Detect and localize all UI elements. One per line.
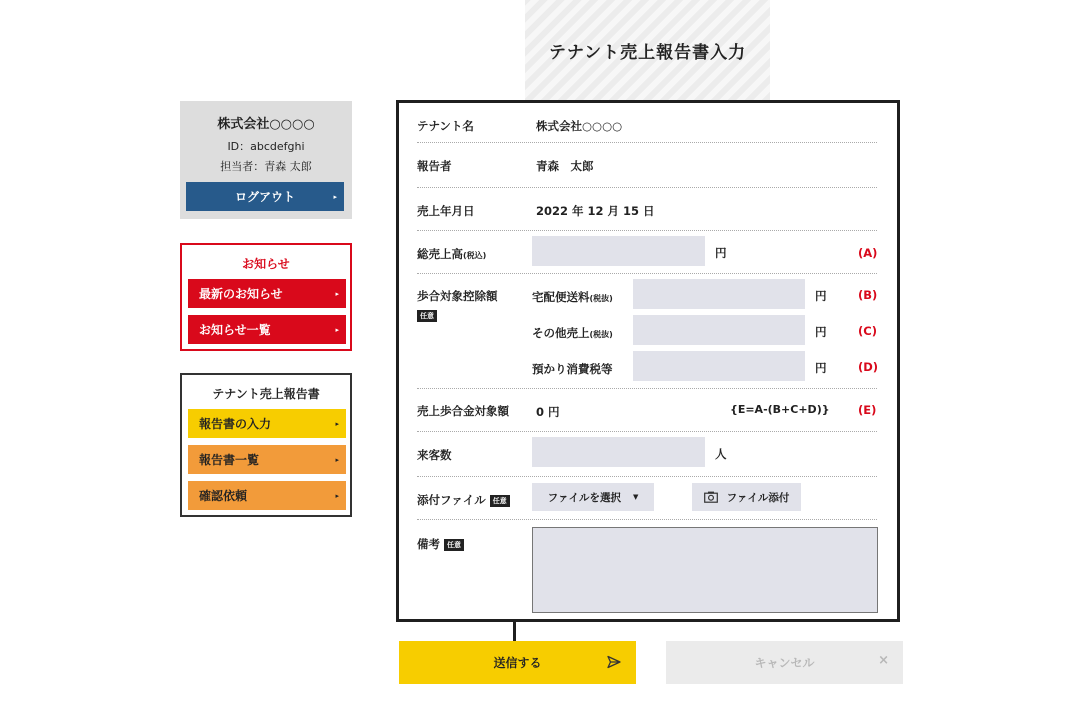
report-form	[396, 100, 900, 622]
camera-icon	[704, 491, 718, 503]
shipping-fee-input[interactable]	[633, 279, 805, 309]
logout-button[interactable]	[186, 182, 344, 211]
submit-button[interactable]	[399, 641, 636, 684]
user-company: 株式会社○○○○	[217, 117, 315, 132]
user-person: 担当者：青森 太郎	[220, 160, 312, 173]
divider	[417, 187, 877, 188]
consumption-tax-unit: 円	[815, 361, 827, 375]
tax-excluded-note: (税抜)	[589, 294, 613, 303]
total-sales-unit: 円	[715, 246, 727, 260]
visitors-label: 来客数	[417, 448, 452, 462]
arrow-right-icon: ▸	[335, 455, 339, 464]
tax-excluded-note: (税抜)	[589, 330, 613, 339]
report-list-label: 報告書一覧	[199, 453, 260, 467]
shipping-fee-label	[532, 289, 613, 305]
submit-label: 送信する	[493, 656, 542, 670]
close-icon: ×	[878, 653, 889, 668]
deduction-label: 歩合対象控除額	[417, 289, 498, 303]
file-attach-button[interactable]	[692, 483, 801, 511]
divider	[417, 388, 877, 389]
connector-line	[513, 622, 516, 641]
confirm-request-label: 確認依頼	[199, 489, 248, 503]
tenant-value: 株式会社○○○○	[536, 119, 623, 133]
commission-label: 売上歩合金対象額	[417, 404, 509, 418]
code-b: (B)	[858, 288, 878, 302]
divider	[417, 431, 877, 432]
divider	[417, 142, 877, 143]
other-sales-label-text: その他売上	[532, 326, 590, 340]
file-select-dropdown[interactable]	[532, 483, 654, 511]
report-menu-heading: テナント売上報告書	[212, 387, 320, 401]
report-input-button[interactable]	[188, 409, 346, 438]
divider	[417, 519, 877, 520]
cancel-button[interactable]	[666, 641, 903, 684]
arrow-right-icon: ▸	[335, 491, 339, 500]
notice-heading: お知らせ	[242, 257, 290, 271]
logout-label: ログアウト	[234, 190, 295, 204]
commission-formula: {E=A-(B+C+D)}	[730, 403, 830, 416]
total-sales-label	[417, 246, 486, 262]
report-input-label: 報告書の入力	[199, 417, 272, 431]
file-attach-label: ファイル添付	[726, 491, 790, 504]
remarks-label-text: 備考	[417, 537, 440, 551]
other-sales-label	[532, 325, 613, 341]
reporter-label: 報告者	[417, 159, 452, 173]
arrow-right-icon: ▸	[335, 419, 339, 428]
caret-down-icon: ▼	[632, 493, 639, 501]
total-sales-label-text: 総売上高	[417, 247, 463, 261]
consumption-tax-label: 預かり消費税等	[532, 362, 613, 376]
visitors-unit: 人	[715, 447, 727, 461]
arrow-right-icon: ▸	[335, 289, 339, 298]
latest-notice-label: 最新のお知らせ	[199, 287, 283, 301]
tax-included-note: (税込)	[463, 251, 487, 260]
divider	[417, 476, 877, 477]
attachment-label	[417, 492, 510, 508]
tenant-label: テナント名	[417, 119, 474, 133]
file-select-label: ファイルを選択	[547, 491, 621, 504]
other-sales-input[interactable]	[633, 315, 805, 345]
deduction-optional-tag	[417, 308, 437, 322]
total-sales-input[interactable]	[532, 236, 705, 266]
arrow-right-icon: ▸	[335, 325, 339, 334]
optional-tag: 任意	[444, 539, 464, 551]
notice-list-button[interactable]	[188, 315, 346, 344]
divider	[417, 273, 877, 274]
optional-tag: 任意	[417, 310, 437, 322]
user-id: ID：abcdefghi	[227, 140, 305, 153]
shipping-fee-label-text: 宅配便送料	[532, 290, 590, 304]
code-c: (C)	[858, 324, 877, 338]
visitors-input[interactable]	[532, 437, 705, 467]
airplane-icon	[606, 654, 622, 673]
optional-tag: 任意	[490, 495, 510, 507]
other-sales-unit: 円	[815, 325, 827, 339]
commission-value: 0 円	[536, 405, 560, 419]
code-a: (A)	[858, 246, 878, 260]
remarks-label	[417, 536, 464, 552]
remarks-textarea[interactable]	[532, 527, 878, 613]
notice-panel	[180, 243, 352, 351]
latest-notice-button[interactable]	[188, 279, 346, 308]
arrow-right-icon: ▸	[333, 192, 337, 201]
cancel-label: キャンセル	[754, 656, 815, 670]
date-value: 2022 年 12 月 15 日	[536, 204, 655, 218]
report-menu-panel	[180, 373, 352, 517]
notice-list-label: お知らせ一覧	[199, 323, 271, 337]
shipping-fee-unit: 円	[815, 289, 827, 303]
code-d: (D)	[858, 360, 879, 374]
user-info-panel	[180, 101, 352, 219]
attachment-label-text: 添付ファイル	[417, 493, 486, 507]
page-title: テナント売上報告書入力	[548, 43, 747, 63]
consumption-tax-input[interactable]	[633, 351, 805, 381]
reporter-value: 青森 太郎	[536, 159, 594, 173]
divider	[417, 230, 877, 231]
code-e: (E)	[858, 403, 877, 417]
confirm-request-button[interactable]	[188, 481, 346, 510]
report-list-button[interactable]	[188, 445, 346, 474]
date-label: 売上年月日	[417, 204, 475, 218]
